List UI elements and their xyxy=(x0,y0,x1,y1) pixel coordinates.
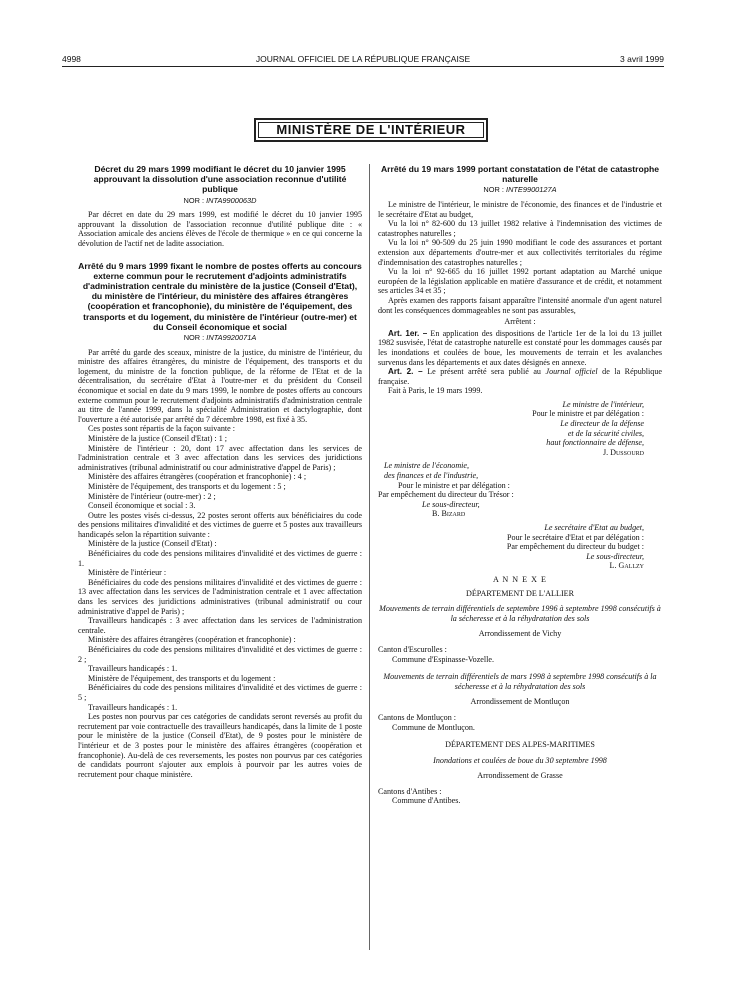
paragraph: Ministère de l'intérieur (outre-mer) : 2 ; xyxy=(88,491,216,501)
commune-montlucon: Commune de Montluçon. xyxy=(392,722,475,732)
paragraph: Conseil économique et social : 3. xyxy=(88,501,196,511)
paragraph: Vu la loi n° 92-665 du 16 juillet 1992 portant adaptation au Marché unique européen de la législation applicable en matière d'assurance et de crédit, et notamment ses articles 34 et 35 ; xyxy=(378,267,662,296)
paragraph: Vu la loi n° 82-600 du 13 juillet 1982 relative à l'indemnisation des victimes de catastrophes naturelles ; xyxy=(378,219,662,238)
paragraph: Après examen des rapports faisant apparaître l'intensité anormale d'un agent naturel dont les conséquences dommageables ne sont pas assurables, xyxy=(378,295,662,315)
arretent: Arrêtent : xyxy=(504,317,536,327)
signature-block-interior: Le ministre de l'intérieur, Pour le ministre et par délégation : Le directeur de la défense et de la sécurité civiles, haut fonctionnaire de défense, J. Dussourd xyxy=(532,399,644,457)
paragraph: Bénéficiaires du code des pensions militaires d'invalidité et des victimes de guerre : 5 ; xyxy=(78,683,362,702)
arrondissement-grasse: Arrondissement de Grasse xyxy=(477,771,563,781)
column-divider xyxy=(369,164,370,950)
paragraph: Travailleurs handicapés : 1. xyxy=(88,702,178,712)
decree-nor: NOR : INTA9900063D xyxy=(183,195,257,205)
paragraph: Bénéficiaires du code des pensions militaires d'invalidité et des victimes de guerre : 13 avec affectation dans les services de l'administration centrale et 1 avec affectation dans les services des juridictions administratives (tribunal administratif ou cour administrative d'appel de Paris) ; xyxy=(78,577,362,616)
paragraph: Ces postes sont répartis de la façon suivante : xyxy=(88,424,235,434)
canton-escurolles: Canton d'Escurolles : xyxy=(378,644,447,654)
paragraph: Par arrêté du garde des sceaux, ministre de la justice, du ministre de l'intérieur, du ministre des affaires étrangères, du ministre de l'équipement, des transports et du logement, du ministre de la fonction publique, de la réforme de l'Etat et de la décentralisation, du secrétaire d'Etat à l'outre-mer et du président du Conseil économique et social en date du 9 mars 1999, le nombre de postes offerts au concours externe commun pour le recrutement d'adjoints administratifs d'administration centrale au titre de l'année 1999, dans la spécialité Administration et dactylographie, dont l'ouverture a été autorisée par arrêté du 7 décembre 1998, est fixé à 35. xyxy=(78,347,362,424)
paragraph: Ministère des affaires étrangères (coopération et francophonie) : 4 ; xyxy=(88,472,307,482)
page-header xyxy=(62,54,664,66)
paragraph: Outre les postes visés ci-dessus, 22 postes seront offerts aux bénéficiaires du code des pensions militaires d'invalidité et des victimes de guerre et 5 postes aux travailleurs handicapés selon la répartition suivante : xyxy=(78,510,362,539)
paragraph: Le ministre de l'intérieur, le ministre de l'économie, des finances et de l'industrie et le secrétaire d'Etat au budget, xyxy=(378,200,662,219)
annex-heading: A N N E X E xyxy=(493,574,547,584)
event-3: Inondations et coulées de boue du 30 septembre 1998 xyxy=(433,755,607,765)
signature-block-budget: Le secrétaire d'Etat au budget, Pour le secrétaire d'Etat et par délégation : Par empêchement du directeur du budget : Le sous-directeur, L. Gallzy xyxy=(506,523,644,571)
canton-montlucon: Cantons de Montluçon : xyxy=(378,712,457,722)
left-column xyxy=(78,164,362,779)
decree-title: Décret du 29 mars 1999 modifiant le décret du 10 janvier 1995 approuvant la dissolution d'une association reconnue d'utilité publique xyxy=(93,164,347,195)
paragraph: Ministère de l'équipement, des transports et du logement : xyxy=(88,673,276,683)
paragraph: Ministère de la justice (Conseil d'Etat) : 1 ; xyxy=(88,433,228,443)
journal-title: JOURNAL OFFICIEL DE LA RÉPUBLIQUE FRANÇAISE xyxy=(255,54,471,64)
arrondissement-vichy: Arrondissement de Vichy xyxy=(478,629,562,639)
department-allier: DÉPARTEMENT DE L'ALLIER xyxy=(466,588,574,598)
catastrophe-order-title: Arrêté du 19 mars 1999 portant constatation de l'état de catastrophe naturelle xyxy=(380,164,660,185)
signature-block-economy: Le ministre de l'économie, des finances et de l'industrie, Pour le ministre et par délégation : Par empêchement du directeur du Trésor : Le sous-directeur, B. Bizard xyxy=(378,461,514,519)
paragraph: Vu la loi n° 90-509 du 25 juin 1990 modifiant le code des assurances et portant extension aux départements d'outre-mer et aux collectivités territoriales du régime d'indemnisation des catastrophes naturelles ; xyxy=(378,238,662,267)
decree-body: Par décret en date du 29 mars 1999, est modifié le décret du 10 janvier 1995 approuvant la dissolution de l'association reconnue d'utilité publique dite : « Association amicale des anciens élèves de l'école de thermique » en ce qui concerne la dévolution de l'actif net de ladite association. xyxy=(78,210,362,248)
paragraph: Travailleurs handicapés : 3 avec affectation dans les services de l'administration centrale. xyxy=(78,616,362,635)
paragraph: Ministère des affaires étrangères (coopération et francophonie) : xyxy=(88,635,296,645)
paragraph: Ministère de l'intérieur : xyxy=(88,568,167,578)
paragraph: Bénéficiaires du code des pensions militaires d'invalidité et des victimes de guerre : 2 ; xyxy=(78,645,362,664)
event-2: Mouvements de terrain différentiels de mars 1998 à septembre 1998 consécutifs à la sécheresse et à la réhydratation des sols xyxy=(383,672,657,691)
header-rule xyxy=(62,66,664,67)
article-2: Art. 2. – Le présent arrêté sera publié au Journal officiel de la République française. xyxy=(378,367,662,386)
paragraph: Ministère de la justice (Conseil d'Etat) : xyxy=(88,539,217,549)
issue-date: 3 avril 1999 xyxy=(620,54,664,64)
page-number: 4998 xyxy=(62,54,81,64)
order-nor: NOR : INTA9920071A xyxy=(183,333,257,342)
department-alpes-maritimes: DÉPARTEMENT DES ALPES-MARITIMES xyxy=(445,740,595,750)
right-column xyxy=(378,164,662,806)
order-title: Arrêté du 9 mars 1999 fixant le nombre de postes offerts au concours externe commun pour le recrutement d'adjoints administratifs d'administration centrale du ministère de la justice (Conseil d'Etat), du ministère de l'intérieur, du ministère des affaires étrangères (coopération et francophonie), du ministère de l'équipement, des transports et du logement, du ministère de l'intérieur (outre-mer) et du Conseil économique et social xyxy=(78,260,362,332)
paragraph: Bénéficiaires du code des pensions militaires d'invalidité et des victimes de guerre : 1. xyxy=(78,549,362,568)
signing-place-date: Fait à Paris, le 19 mars 1999. xyxy=(388,386,483,396)
event-1: Mouvements de terrain différentiels de septembre 1996 à septembre 1998 consécutifs à la sécheresse et à la réhydratation des sols xyxy=(379,604,661,623)
paragraph: Ministère de l'intérieur : 20, dont 17 avec affectation dans les services de l'administration centrale et 3 avec affectation dans les services des juridictions administratives (tribunal administratif ou cour administrative d'appel de Paris) ; xyxy=(78,443,362,472)
canton-antibes: Cantons d'Antibes : xyxy=(378,786,442,796)
ministry-title: MINISTÈRE DE L'INTÉRIEUR xyxy=(254,118,488,142)
paragraph: Les postes non pourvus par ces catégories de candidats seront reversés au profit du recrutement par voie contractuelle des travailleurs handicapés, dans la limite de 1 poste pour le ministère de la justice (Conseil d'Etat), de 9 postes pour le ministère de l'intérieur et de 3 postes pour le ministère des affaires étrangères (coopération et francophonie). Au-delà de ces reversements, les postes non pourvus par ces catégories de candidats pourront s'ajouter aux emplois à pourvoir par les autres voies de recrutement pour chaque ministère. xyxy=(78,712,362,779)
catastrophe-order-nor: NOR : INTE9900127A xyxy=(483,185,557,195)
commune-espinasse: Commune d'Espinasse-Vozelle. xyxy=(392,654,495,664)
arrondissement-montlucon: Arrondissement de Montluçon xyxy=(470,697,570,707)
paragraph: Travailleurs handicapés : 1. xyxy=(88,664,178,674)
commune-antibes: Commune d'Antibes. xyxy=(392,796,461,806)
article-1: Art. 1er. – En application des dispositions de l'article 1er de la loi du 13 juillet 1982 susvisée, l'état de catastrophe naturelle est constaté pour les dommages causés par les inondations et coulées de boue, les mouvements de terrain et les avalanches survenus dans les départements et aux dates désignés en annexe. xyxy=(378,328,662,367)
paragraph: Ministère de l'équipement, des transports et du logement : 5 ; xyxy=(88,481,286,491)
